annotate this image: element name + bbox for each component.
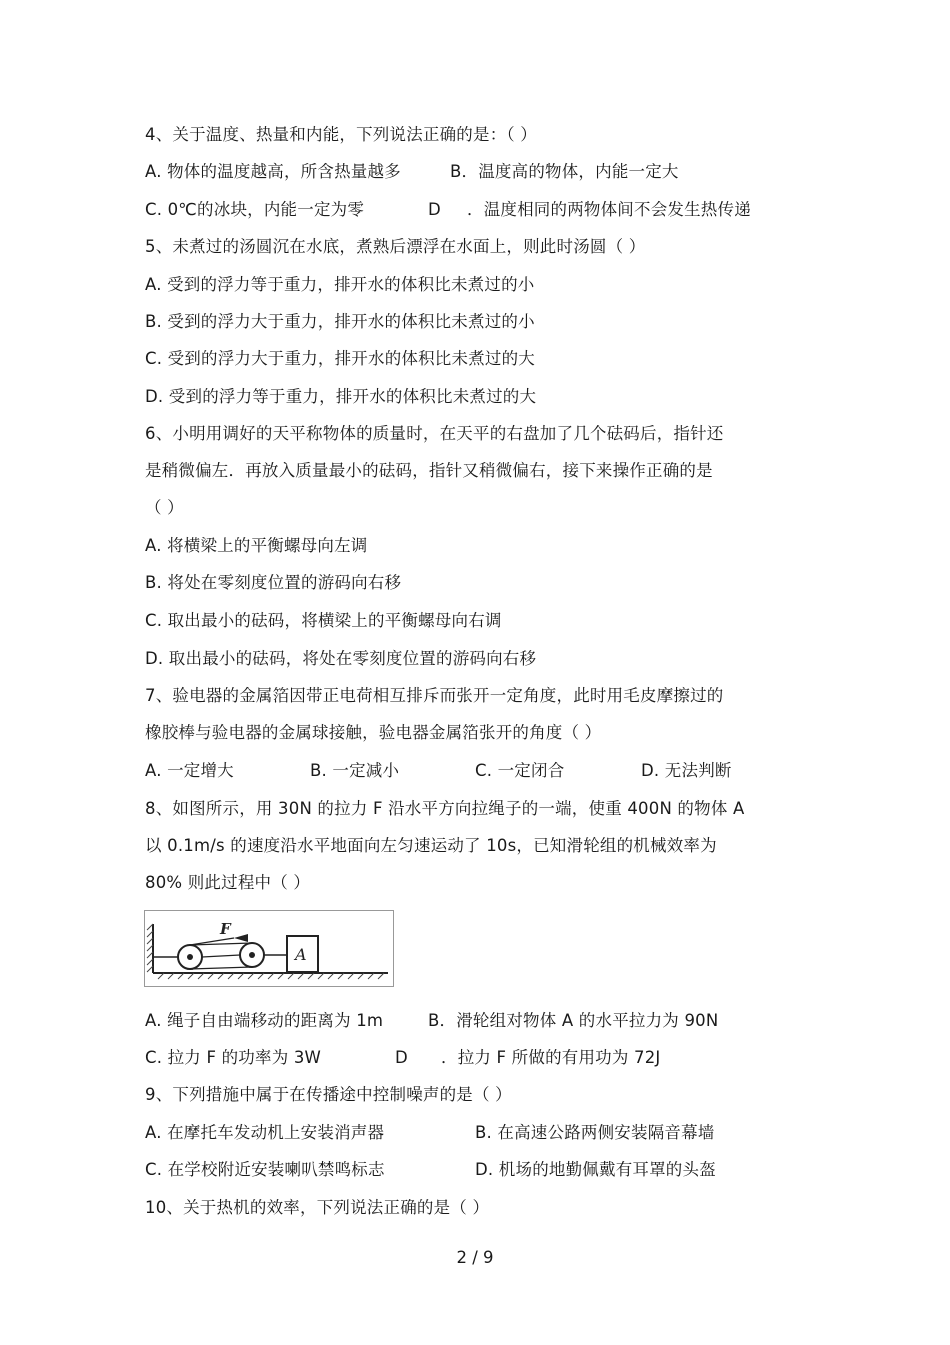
pulley-system-figure [144, 910, 394, 987]
q4-option-c: C. 0℃的冰块，内能一定为零 [145, 200, 365, 219]
q5-option-c: C. 受到的浮力大于重力，排开水的体积比未煮过的大 [145, 349, 536, 368]
page-number: 2 / 9 [456, 1248, 494, 1267]
q6-option-b: B. 将处在零刻度位置的游码向右移 [145, 573, 402, 592]
figure-label-f: F [220, 920, 231, 938]
q8-option-b: B．滑轮组对物体 A 的水平拉力为 90N [428, 1011, 719, 1030]
q7-stem-line-1: 7、验电器的金属箔因带正电荷相互排斥而张开一定角度，此时用毛皮摩擦过的 [145, 686, 724, 705]
q4-option-d-letter: D [428, 200, 441, 219]
q6-stem-line-2: 是稍微偏左．再放入质量最小的砝码，指针又稍微偏右，接下来操作正确的是 [145, 461, 713, 480]
q6-stem-line-1: 6、小明用调好的天平称物体的质量时，在天平的右盘加了几个砝码后，指针还 [145, 424, 724, 443]
q4-option-a: A. 物体的温度越高，所含热量越多 [145, 162, 401, 181]
q7-option-c: C. 一定闭合 [475, 761, 565, 780]
q8-stem-line-3: 80% 则此过程中（ ） [145, 873, 311, 892]
q9-option-d: D. 机场的地勤佩戴有耳罩的头盔 [475, 1160, 716, 1179]
q5-option-b: B. 受到的浮力大于重力，排开水的体积比未煮过的小 [145, 312, 535, 331]
q10-stem: 10、关于热机的效率，下列说法正确的是（ ） [145, 1198, 490, 1217]
q7-option-d: D. 无法判断 [641, 761, 732, 780]
q8-option-d-letter: D [395, 1048, 408, 1067]
q6-option-d: D. 取出最小的砝码，将处在零刻度位置的游码向右移 [145, 649, 537, 668]
q6-option-c: C. 取出最小的砝码，将横梁上的平衡螺母向右调 [145, 611, 502, 630]
q7-stem-line-2: 橡胶棒与验电器的金属球接触，验电器金属箔张开的角度（ ） [145, 723, 602, 742]
q4-option-b: B．温度高的物体，内能一定大 [450, 162, 679, 181]
q7-option-a: A. 一定增大 [145, 761, 234, 780]
q5-option-a: A. 受到的浮力等于重力，排开水的体积比未煮过的小 [145, 275, 535, 294]
pulley-diagram [144, 910, 394, 987]
q6-option-a: A. 将横梁上的平衡螺母向左调 [145, 536, 368, 555]
q8-option-a: A. 绳子自由端移动的距离为 1m [145, 1011, 384, 1030]
q9-option-b: B. 在高速公路两侧安装隔音幕墙 [475, 1123, 715, 1142]
q5-stem: 5、未煮过的汤圆沉在水底，煮熟后漂浮在水面上，则此时汤圆（ ） [145, 237, 646, 256]
q8-option-c: C. 拉力 F 的功率为 3W [145, 1048, 322, 1067]
q7-option-b: B. 一定减小 [310, 761, 400, 780]
q8-stem-line-2: 以 0.1m/s 的速度沿水平地面向左匀速运动了 10s，已知滑轮组的机械效率为 [145, 836, 717, 855]
q4-option-d: ．温度相同的两物体间不会发生热传递 [467, 200, 751, 219]
q8-option-d: ．拉力 F 所做的有用功为 72J [441, 1048, 661, 1067]
q8-stem-line-1: 8、如图所示，用 30N 的拉力 F 沿水平方向拉绳子的一端，使重 400N 的物体 A [145, 799, 745, 818]
q9-option-c: C. 在学校附近安装喇叭禁鸣标志 [145, 1160, 385, 1179]
figure-label-a: A [295, 945, 307, 964]
q6-stem-line-3: （ ） [145, 498, 184, 517]
q9-option-a: A. 在摩托车发动机上安装消声器 [145, 1123, 385, 1142]
q4-stem: 4、关于温度、热量和内能，下列说法正确的是：（ ） [145, 125, 537, 144]
q5-option-d: D. 受到的浮力等于重力，排开水的体积比未煮过的大 [145, 387, 537, 406]
q9-stem: 9、下列措施中属于在传播途中控制噪声的是（ ） [145, 1085, 512, 1104]
